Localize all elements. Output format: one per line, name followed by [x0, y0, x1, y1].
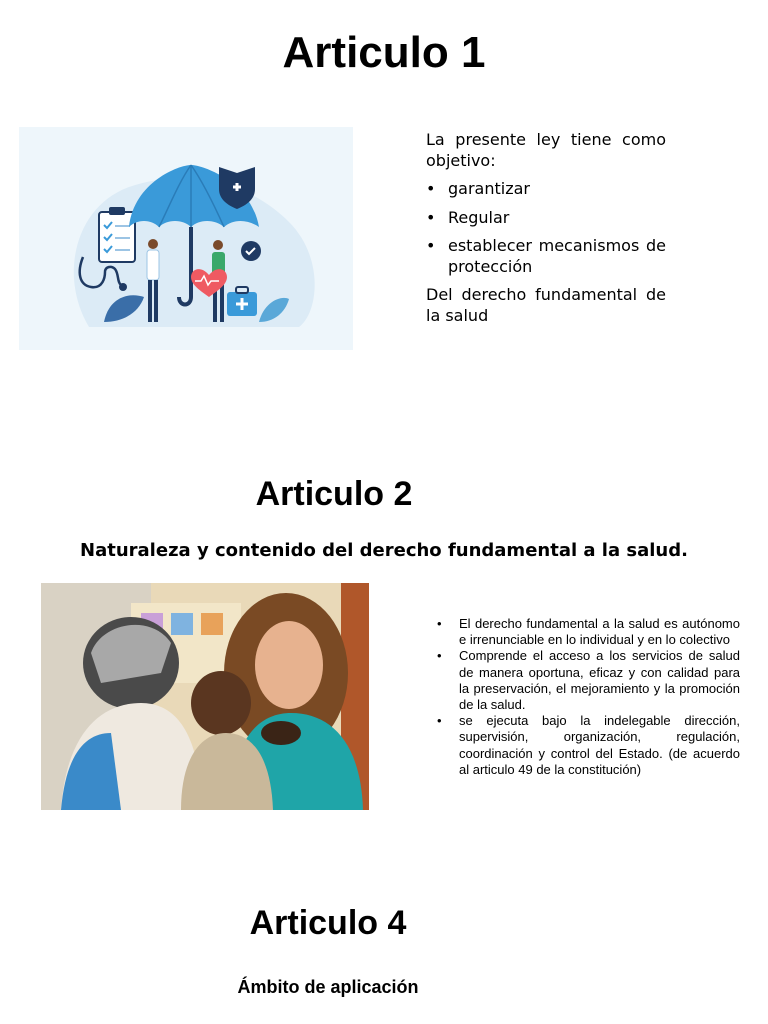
article-4-subtitle: Ámbito de aplicación	[237, 977, 419, 997]
list-item: • establecer mecanismos de protección	[426, 236, 666, 277]
health-insurance-illustration	[19, 127, 353, 350]
article-1-intro: La presente ley tiene como objetivo:	[426, 130, 666, 170]
article-1-text	[426, 130, 666, 326]
article-1-title: Articulo 1	[282, 28, 486, 77]
list-item: • El derecho fundamental a la salud es autónomo e irrenunciable en lo individual y en lo colectivo	[437, 616, 740, 648]
list-item: • se ejecuta bajo la indelegable dirección, supervisión, organización, regulación, coordinación y control del Estado. (de acuerdo al articulo 49 de la constitución)	[437, 713, 740, 778]
article-2-list	[437, 616, 740, 778]
article-1-list	[426, 179, 666, 277]
article-4-title: Articulo 4	[249, 904, 407, 942]
article-2-title: Articulo 2	[255, 475, 413, 513]
list-item: • Comprende el acceso a los servicios de salud de manera oportuna, eficaz y con calidad para la preservación, el mejoramiento y la promoción de la salud.	[437, 648, 740, 713]
article-1-outro: Del derecho fundamental de la salud	[426, 285, 666, 325]
list-item: • Regular	[426, 208, 666, 229]
nurse-mother-child-photo	[41, 583, 369, 810]
list-item: • garantizar	[426, 179, 666, 200]
article-2-subtitle: Naturaleza y contenido del derecho fundamental a la salud.	[80, 540, 688, 561]
